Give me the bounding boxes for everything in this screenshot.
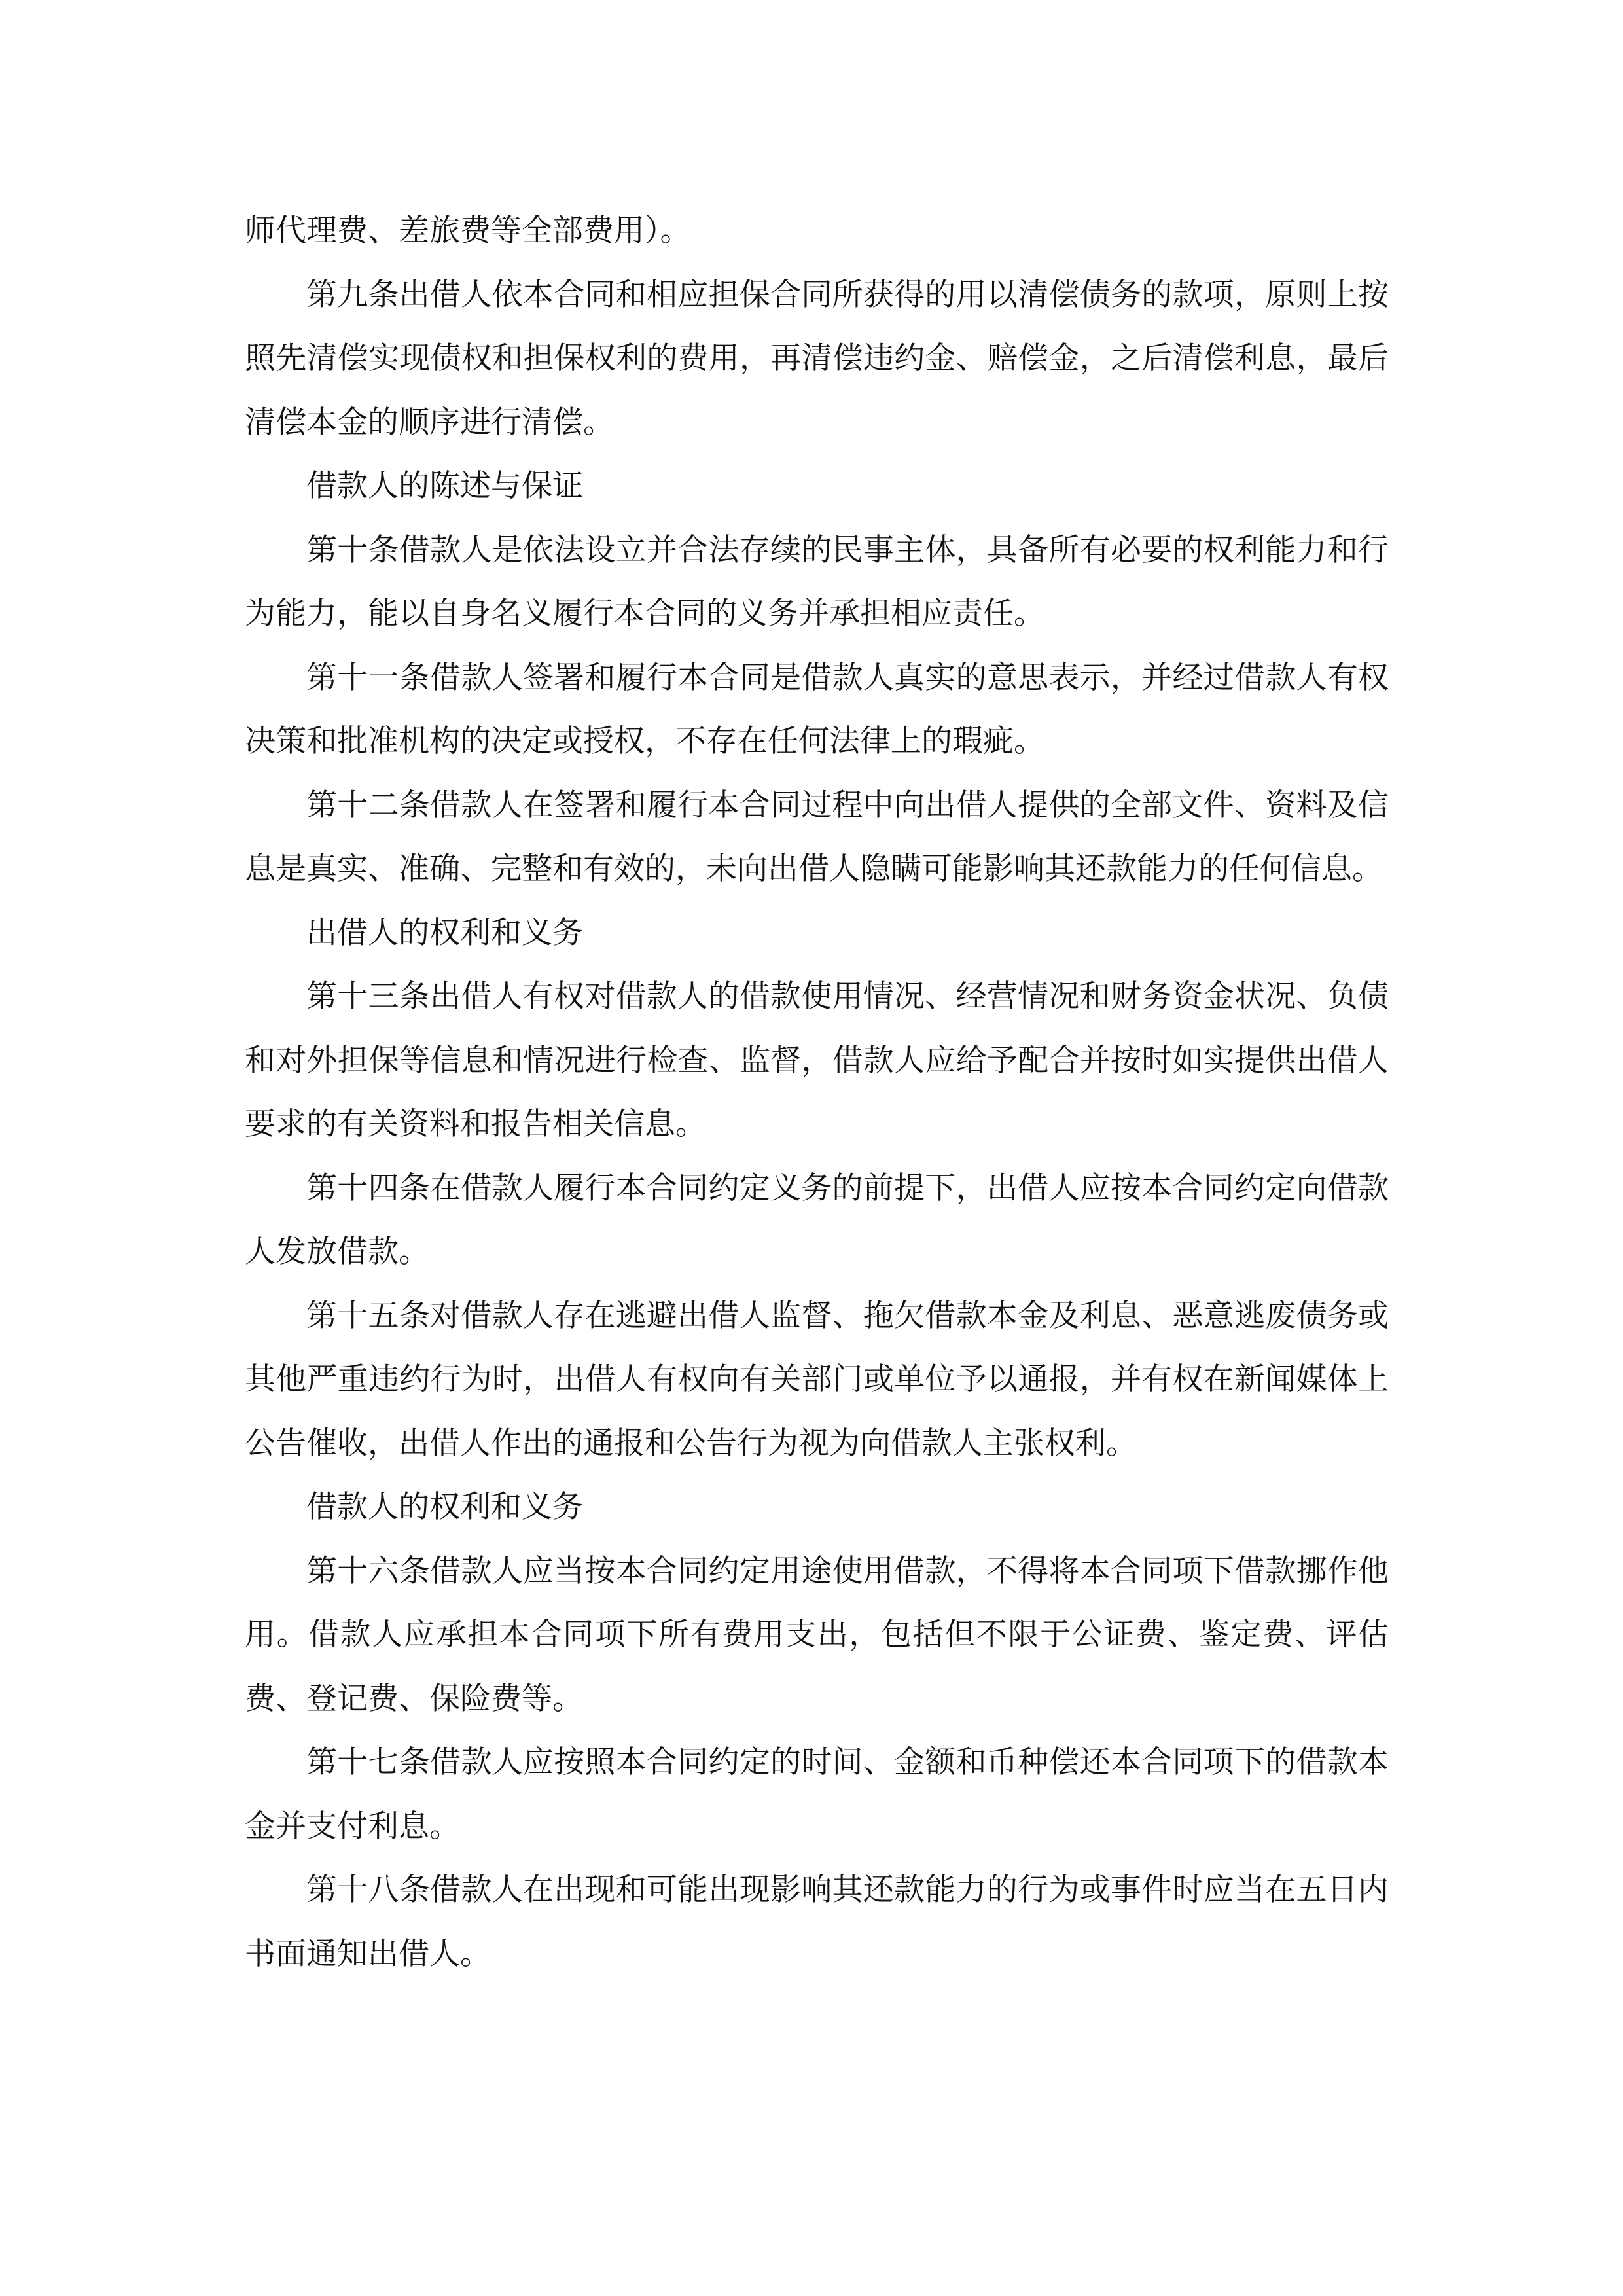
article-18: 第十八条借款人在出现和可能出现影响其还款能力的行为或事件时应当在五日内书面通知出借人。	[245, 1872, 1389, 1972]
article-9: 第九条出借人依本合同和相应担保合同所获得的用以清偿债务的款项，原则上按照先清偿实现债权和担保权利的费用，再清偿违约金、赔偿金，之后清偿利息，最后清偿本金的顺序进行清偿。	[245, 276, 1389, 440]
article-14: 第十四条在借款人履行本合同约定义务的前提下，出借人应按本合同约定向借款人发放借款。	[245, 1170, 1389, 1270]
article-13: 第十三条出借人有权对借款人的借款使用情况、经营情况和财务资金状况、负债和对外担保等信息和情况进行检查、监督，借款人应给予配合并按时如实提供出借人要求的有关资料和报告相关信息。	[245, 978, 1389, 1142]
contract-body	[245, 199, 1389, 1986]
article-16: 第十六条借款人应当按本合同约定用途使用借款，不得将本合同项下借款挪作他用。借款人应承担本合同项下所有费用支出，包括但不限于公证费、鉴定费、评估费、登记费、保险费等。	[245, 1552, 1389, 1717]
section-heading-borrower-rights: 借款人的权利和义务	[306, 1489, 583, 1525]
section-heading-borrower-representations: 借款人的陈述与保证	[306, 468, 583, 504]
section-heading-lender-rights: 出借人的权利和义务	[306, 914, 583, 951]
paragraph-continuation: 师代理费、差旅费等全部费用）。	[245, 213, 691, 249]
article-15: 第十五条对借款人存在逃避出借人监督、拖欠借款本金及利息、恶意逃废债务或其他严重违约行为时，出借人有权向有关部门或单位予以通报，并有权在新闻媒体上公告催收，出借人作出的通报和公告行为视为向借款人主张权利。	[245, 1297, 1389, 1462]
article-11: 第十一条借款人签署和履行本合同是借款人真实的意思表示，并经过借款人有权决策和批准机构的决定或授权，不存在任何法律上的瑕疵。	[245, 659, 1389, 759]
article-12: 第十二条借款人在签署和履行本合同过程中向出借人提供的全部文件、资料及信息是真实、准确、完整和有效的，未向出借人隐瞒可能影响其还款能力的任何信息。	[245, 787, 1389, 887]
article-10: 第十条借款人是依法设立并合法存续的民事主体，具备所有必要的权利能力和行为能力，能以自身名义履行本合同的义务并承担相应责任。	[245, 531, 1389, 632]
article-17: 第十七条借款人应按照本合同约定的时间、金额和币种偿还本合同项下的借款本金并支付利息。	[245, 1744, 1389, 1844]
